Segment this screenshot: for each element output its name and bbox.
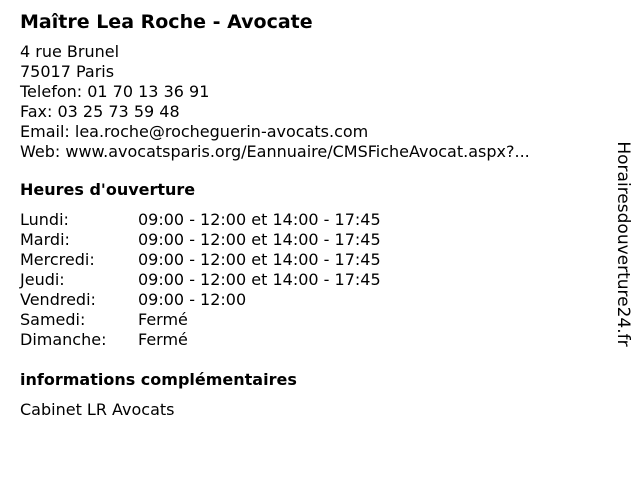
hours-time: 09:00 - 12:00 et 14:00 - 17:45 [138,270,381,289]
hours-row-dimanche [20,330,610,350]
phone-line: Telefon: 01 70 13 36 91 [20,82,210,101]
hours-time: 09:00 - 12:00 [138,290,247,309]
hours-row-mardi [20,230,610,250]
hours-day: Jeudi: [20,270,65,289]
address-street: 4 rue Brunel [20,42,120,61]
hours-row-mercredi [20,250,610,270]
site-watermark: Horairesdouverture24.fr [613,141,633,347]
hours-time: 09:00 - 12:00 et 14:00 - 17:45 [138,210,381,229]
hours-row-vendredi [20,290,610,310]
hours-day: Lundi: [20,210,69,229]
hours-row-samedi [20,310,610,330]
hours-day: Samedi: [20,310,86,329]
office-card [20,10,610,420]
hours-day: Mercredi: [20,250,95,269]
hours-row-lundi [20,210,610,230]
hours-time: 09:00 - 12:00 et 14:00 - 17:45 [138,250,381,269]
hours-row-jeudi [20,270,610,290]
page-title: Maître Lea Roche - Avocate [20,11,313,33]
hours-day: Vendredi: [20,290,96,309]
web-line: Web: www.avocatsparis.org/Eannuaire/CMSFicheAvocat.aspx?... [20,142,530,161]
fax-line: Fax: 03 25 73 59 48 [20,102,180,121]
info-heading: informations complémentaires [20,370,297,389]
hours-day: Dimanche: [20,330,107,349]
hours-table [20,210,610,350]
contact-block [20,42,610,162]
hours-heading: Heures d'ouverture [20,180,196,199]
email-line: Email: lea.roche@rocheguerin-avocats.com [20,122,369,141]
info-text: Cabinet LR Avocats [20,400,175,419]
hours-time: Fermé [138,310,188,329]
hours-day: Mardi: [20,230,70,249]
hours-time: 09:00 - 12:00 et 14:00 - 17:45 [138,230,381,249]
hours-time: Fermé [138,330,188,349]
address-city: 75017 Paris [20,62,115,81]
